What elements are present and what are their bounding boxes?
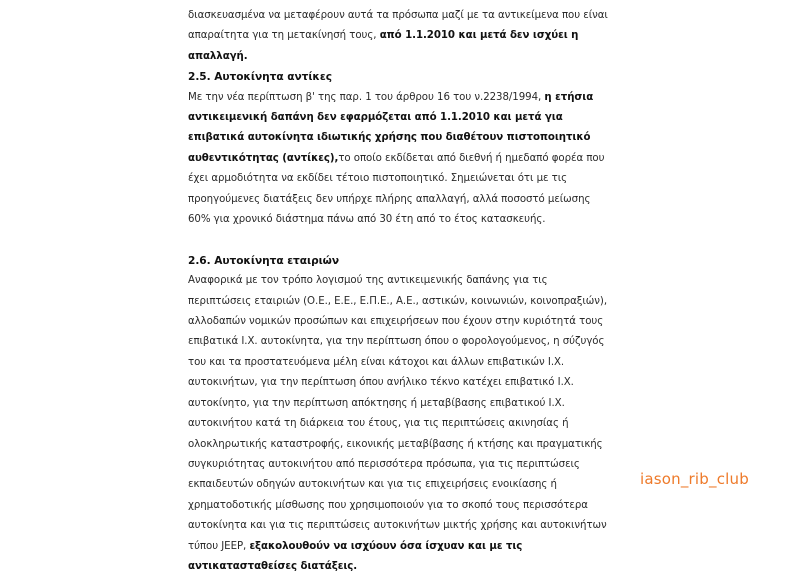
section-2-5-heading: 2.5. Αυτοκίνητα αντίκες (188, 71, 332, 84)
section-2-6-paragraph (188, 271, 608, 577)
section-2-5-paragraph (188, 88, 608, 231)
section-2-6-text: Αναφορικά με τον τρόπο λογισμού της αντικειμενικής δαπάνης για τις περιπτώσεις εταιριών (Ο.Ε., Ε.Ε., Ε.Π.Ε., Α.Ε., αστικών, κοινωνιών, κοινοπραξιών), αλλοδαπών νομικών προσώπων και επιχειρήσεων που έχουν στην κυριότητά τους επιβατικά Ι.Χ. αυτοκίνητα, για την περίπτωση όπου ο φορολογούμενος, η σύζυγός του και τα προστατευόμενα μέλη είναι κάτοχοι και άλλων επιβατικών Ι.Χ. αυτοκινήτων, για την περίπτωση όπου ανήλικο τέκνο κατέχει επιβατικό Ι.Χ. αυτοκίνητο, για την περίπτωση απόκτησης ή μεταβίβασης επιβατικού Ι.Χ. αυτοκινήτου κατά τη διάρκεια του έτους, για τις περιπτώσεις ακινησίας ή ολοκληρωτικής καταστροφής, εικονικής μεταβίβασης ή κτήσης και πραγματικής συγκυριότητας αυτοκινήτου από περισσότερα πρόσωπα, για τις περιπτώσεις εκπαιδευτών οδηγών αυτοκινήτων και για τις επιχειρήσεις ενοικίασης ή χρηματοδοτικής μίσθωσης που χρησιμοποιούν για το σκοπό τους περισσότερα αυτοκίνητα και για τις περιπτώσεις αυτοκινήτων μικτής χρήσης και αυτοκινήτων τύπου JEEP, (188, 275, 608, 552)
section-2-5-tail: το οποίο εκδίδεται από διεθνή ή ημεδαπό φορέα που έχει αρμοδιότητα να εκδίδει τέτοιο πιστοποιητικό. Σημειώνεται ότι με τις προηγούμενες διατάξεις δεν υπήρχε πλήρης απαλλαγή, αλλά ποσοστό μείωσης 60% για χρονικό διάστημα πάνω από 30 έτη από το έτος κατασκευής. (188, 152, 605, 226)
section-2-5-bold: η ετήσια αντικειμενική δαπάνη δεν εφαρμόζεται από 1.1.2010 και μετά για επιβατικά αυτοκίνητα ιδιωτικής χρήσης που διαθέτουν πιστοποιητικό αυθεντικότητας (αντίκες), (188, 91, 594, 164)
watermark: iason_rib_club (640, 470, 749, 488)
intro-bold-text: από 1.1.2010 και μετά δεν ισχύει η απαλλαγή. (188, 30, 579, 62)
document-body (188, 6, 608, 577)
section-2-6-bold: εξακολουθούν να ισχύουν όσα ίσχυαν και με τις αντικατασταθείσες διατάξεις. (188, 540, 523, 572)
paragraph-spacer (188, 230, 608, 250)
section-2-5-lead: Με την νέα περίπτωση β' της παρ. 1 του άρθρου 16 του ν.2238/1994, (188, 91, 545, 103)
intro-text: διασκευασμένα να μεταφέρουν αυτά τα πρόσωπα μαζί με τα αντικείμενα που είναι απαραίτητα για τη μετακίνησή τους, (188, 10, 608, 42)
section-2-6-heading: 2.6. Αυτοκίνητα εταιριών (188, 254, 340, 267)
intro-paragraph (188, 6, 608, 67)
